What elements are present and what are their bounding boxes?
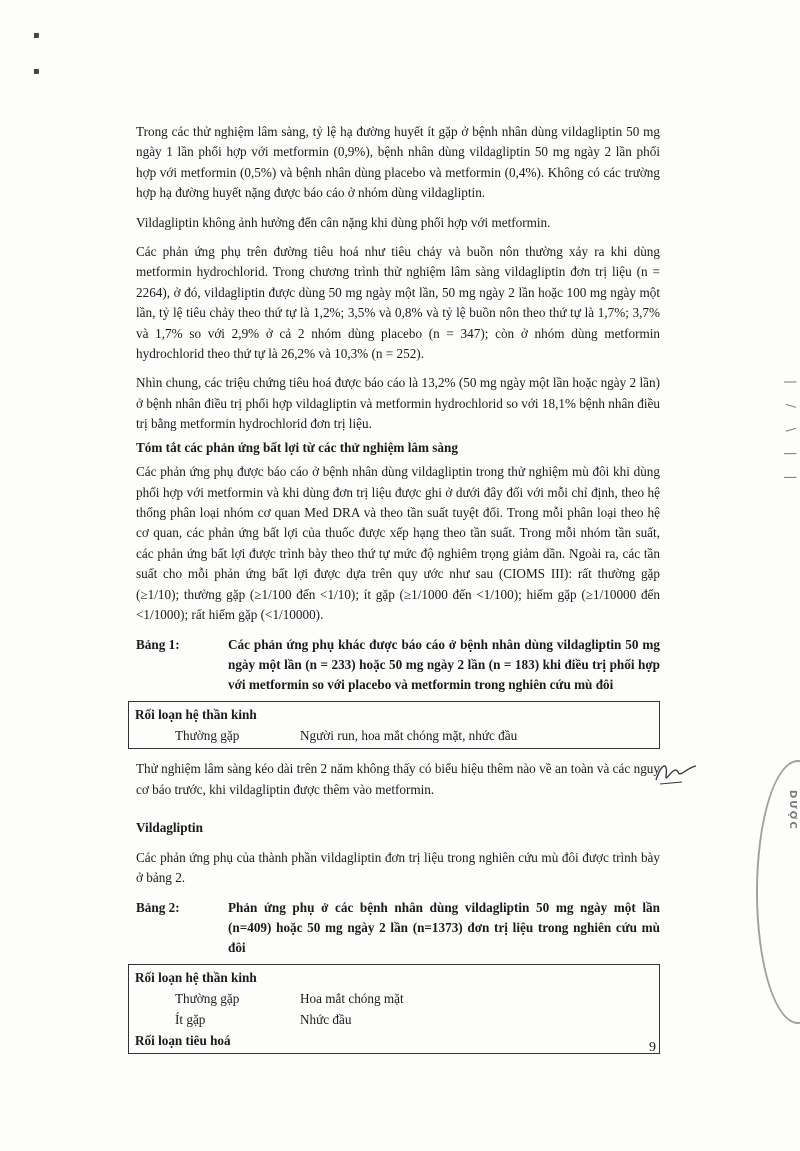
table-row — [135, 1009, 653, 1030]
table2-caption — [136, 898, 660, 958]
signature-icon — [652, 758, 702, 788]
section-heading-summary: Tóm tắt các phản ứng bất lợi từ các thử nghiệm lâm sàng — [136, 439, 458, 455]
table2-title: Phản ứng phụ ở các bệnh nhân dùng vildagliptin 50 mg ngày một lần (n=409) hoặc 50 mg ngày 2 lần (n=1373) đơn trị liệu trong nghiên cứu mù đôi — [228, 900, 660, 956]
effect-cell: Hoa mắt chóng mặt — [300, 991, 404, 1007]
paragraph-gi-summary: Nhìn chung, các triệu chứng tiêu hoá được báo cáo là 13,2% (50 mg ngày một lần hoặc ngày 2 lần) ở bệnh nhân điều trị phối hợp vildagliptin và metformin hydrochlorid so với 18,1% bệnh nhân điều trị bằng metformin hydrochlorid đơn trị liệu. — [136, 375, 660, 432]
margin-marks: | / \ | | — [784, 380, 798, 488]
scan-mark: ▪ — [33, 30, 40, 41]
paragraph-hypoglycemia: Trong các thử nghiệm lâm sàng, tỷ lệ hạ đường huyết ít gặp ở bệnh nhân dùng vildagliptin 50 mg ngày 1 lần phối hợp với metformin (0,9%), bệnh nhân dùng vildagliptin 50 mg ngày 2 lần phối hợp với metformin (0,5%) và bệnh nhân dùng placebo và metformin (0,4%). Không có các trường hợp hạ đường huyết nặng được báo cáo ở nhóm dùng vildagliptin. — [136, 124, 660, 201]
effect-cell: Người run, hoa mắt chóng mặt, nhức đầu — [300, 728, 518, 744]
table1-system-class: Rối loạn hệ thần kinh — [135, 707, 257, 723]
frequency-cell: Ít gặp — [175, 1012, 206, 1028]
effect-cell: Nhức đầu — [300, 1012, 352, 1028]
table2-label: Bảng 2: — [136, 900, 180, 916]
table2-system-class-nervous: Rối loạn hệ thần kinh — [135, 970, 257, 986]
paragraph-weight: Vildagliptin không ảnh hưởng đến cân nặng khi dùng phối hợp với metformin. — [136, 214, 551, 230]
section-heading-vildagliptin: Vildagliptin — [136, 820, 203, 836]
table-row — [135, 725, 653, 746]
table1-label: Bảng 1: — [136, 637, 180, 653]
table1 — [128, 701, 660, 749]
table2-system-class-gi: Rối loạn tiêu hoá — [135, 1033, 231, 1049]
page-number: 9 — [649, 1040, 656, 1055]
frequency-cell: Thường gặp — [175, 991, 240, 1007]
paragraph-long-term: Thử nghiệm lâm sàng kéo dài trên 2 năm không thấy có biểu hiệu thêm nào về an toàn và các nguy cơ báo trước, khi vildagliptin được thêm vào metformin. — [136, 761, 660, 797]
paragraph-gi-effects: Các phản ứng phụ trên đường tiêu hoá như tiêu chảy và buồn nôn thường xảy ra khi dùng metformin hydrochlorid. Trong chương trình thử nghiệm lâm sàng vildagliptin đơn trị liệu (n = 2264), ở đó, vildagliptin được dùng 50 mg ngày một lần, 50 mg ngày 2 lần hoặc 100 mg ngày một lần, tỷ lệ tiêu chảy theo thứ tự là 1,2%; 3,5% và 0,8% và tỷ lệ buồn nôn theo thứ tự là 1,7%; 3,7% và 1,7% so với 2,9% ở cả 2 nhóm dùng placebo (n = 347); còn ở nhóm dùng metformin hydrochlorid theo thứ tự là 26,2% và 10,3% (n = 252). — [136, 244, 660, 362]
document-body — [136, 122, 660, 1064]
table2 — [128, 964, 660, 1054]
stamp-text: DƯỢC — [787, 790, 798, 831]
paragraph-monotherapy: Các phản ứng phụ của thành phần vildagliptin đơn trị liệu trong nghiên cứu mù đôi được trình bày ở bảng 2. — [136, 849, 660, 885]
table-row — [135, 988, 653, 1009]
scan-mark: ▪ — [33, 66, 40, 77]
table1-title: Các phản ứng phụ khác được báo cáo ở bệnh nhân dùng vildagliptin 50 mg ngày một lần (n = 233) hoặc 50 mg ngày 2 lần (n = 183) khi điều trị phối hợp với metformin so với placebo và metformin trong nghiên cứu mù đôi — [228, 637, 660, 693]
paragraph-frequency-convention: Các phản ứng phụ được báo cáo ở bệnh nhân dùng vildagliptin trong thử nghiệm mù đôi khi dùng phối hợp với metformin và khi dùng đơn trị liệu được ghi ở dưới đây đối với mỗi chỉ định, theo hệ thống phân loại nhóm cơ quan Med DRA và theo tần suất tuyệt đối. Trong mỗi phân loại theo hệ cơ quan, các phản ứng bất lợi của thuốc được xếp hạng theo tần suất. Trong mỗi nhóm tần suất, các phản ứng bất lợi được trình bày theo thứ tự mức độ nghiêm trọng giảm dần. Ngoài ra, các tần suất cho mỗi phản ứng bất lợi được dựa trên quy ước như sau (CIOMS III): rất thường gặp (≥1/10); thường gặp (≥1/100 đến <1/10); ít gặp (≥1/1000 đến <1/100); hiếm gặp (≥1/10000 đến <1/1000); rất hiếm gặp (<1/10000). — [136, 464, 660, 622]
table1-caption — [136, 635, 660, 695]
frequency-cell: Thường gặp — [175, 728, 240, 744]
